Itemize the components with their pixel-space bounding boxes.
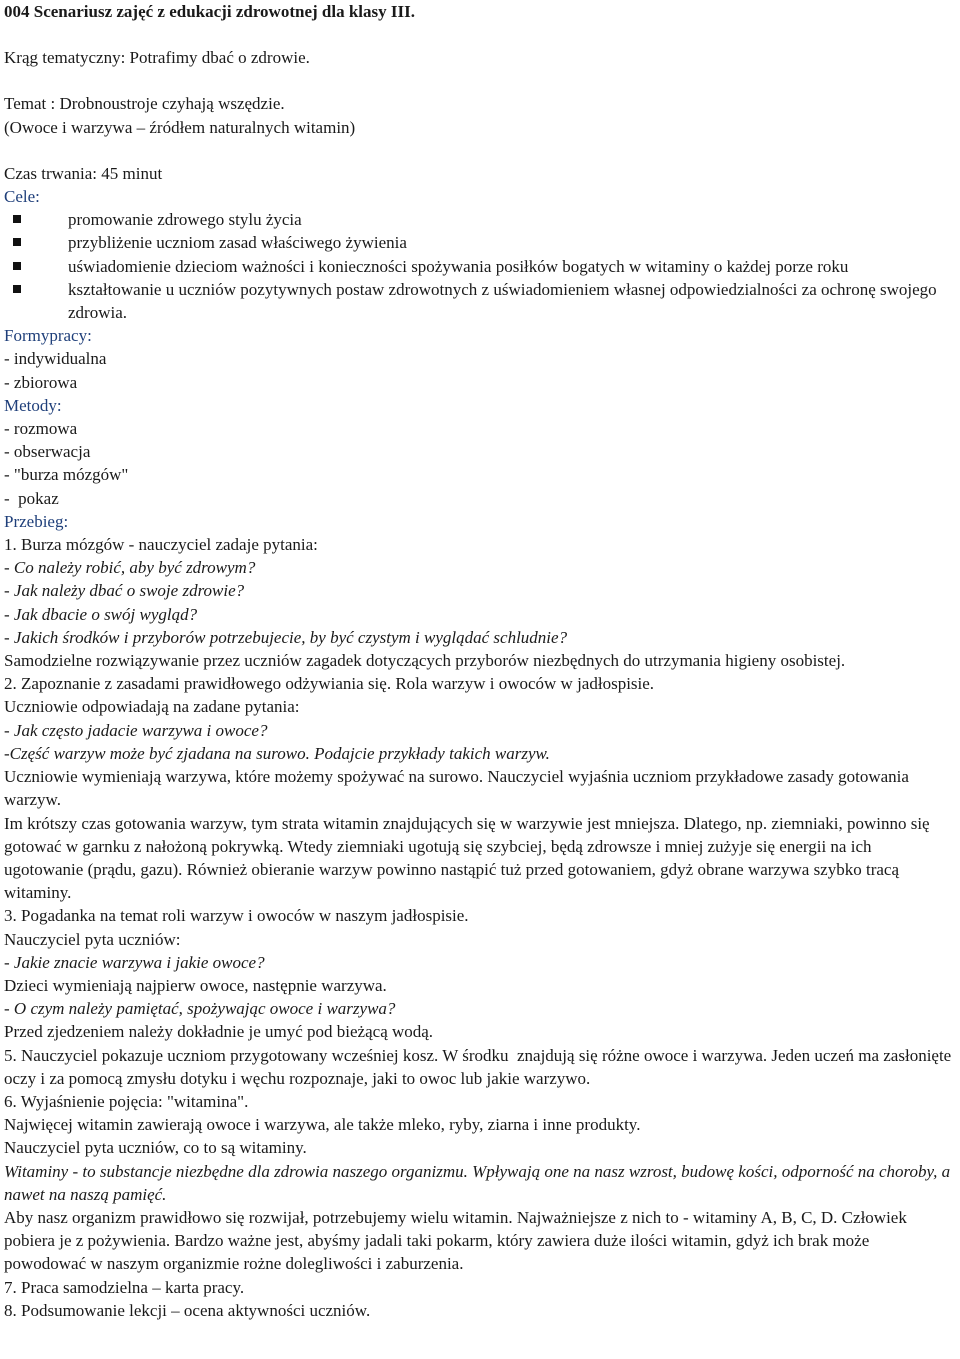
- step-8: 8. Podsumowanie lekcji – ocena aktywności uczniów.: [4, 1300, 371, 1320]
- goal-text: uświadomienie dzieciom ważności i konieczności spożywania posiłków bogatych w witaminy o każdej porze roku: [68, 256, 849, 276]
- step-2-intro: Uczniowie odpowiadają na zadane pytania:: [4, 697, 300, 717]
- theme-circle: Krąg tematyczny: Potrafimy dbać o zdrowie.: [4, 48, 310, 68]
- form-item: - indywidualna: [4, 349, 107, 369]
- list-item: [68, 231, 955, 254]
- goal-text: kształtowanie u uczniów pozytywnych postaw zdrowotnych z uświadomieniem własnej odpowiedzialności za ochronę swojego zdrowia.: [68, 279, 937, 323]
- method-item: - rozmowa: [4, 419, 78, 439]
- forms-heading: Formypracy:: [4, 326, 92, 346]
- step-5-paragraph: 5. Nauczyciel pokazuje uczniom przygotowany wcześniej kosz. W środku znajdują się różne owoce i warzywa. Jeden uczeń ma zasłonięte oczy i za pomocą zmysłu dotyku i węchu rozpoznaje, jaki to owoc lub jakie warzywo.: [4, 1045, 956, 1088]
- list-item: [68, 255, 955, 278]
- step-2-question: -Część warzyw może być zjadana na surowo. Podajcie przykłady takich warzyw.: [4, 743, 550, 763]
- step-3-title: 3. Pogadanka na temat roli warzyw i owoców w naszym jadłospisie.: [4, 906, 469, 926]
- goals-list: [4, 208, 955, 324]
- step-1-question: - Jak dbacie o swój wygląd?: [4, 604, 198, 624]
- step-3-answer: Przed zjedzeniem należy dokładnie je umyć pod bieżącą wodą.: [4, 1022, 434, 1042]
- square-bullet-icon: [13, 262, 21, 270]
- step-1-question: - Jakich środków i przyborów potrzebujecie, by być czystym i wyglądać schludnie?: [4, 627, 568, 647]
- step-2-title: 2. Zapoznanie z zasadami prawidłowego odżywiania się. Rola warzyw i owoców w jadłospisie.: [4, 674, 655, 694]
- list-item: [68, 208, 955, 231]
- step-2-paragraph: Uczniowie wymieniają warzywa, które możemy spożywać na surowo. Nauczyciel wyjaśnia uczniom przykładowe zasady gotowania warzyw.: [4, 767, 914, 810]
- goal-text: przybliżenie uczniom zasad właściwego żywienia: [68, 233, 407, 253]
- step-2-question: - Jak często jadacie warzywa i owoce?: [4, 720, 268, 740]
- step-1-question: - Jak należy dbać o swoje zdrowie?: [4, 581, 245, 601]
- vitamin-definition: Witaminy - to substancje niezbędne dla zdrowia naszego organizmu. Wpływają one na nasz wzrost, budowę kości, odporność na choroby, a nawet na naszą pamięć.: [4, 1161, 955, 1204]
- step-1-text: Samodzielne rozwiązywanie przez uczniów zagadek dotyczących przyborów niezbędnych do utrzymania higieny osobistej.: [4, 651, 846, 671]
- step-3-intro: Nauczyciel pyta uczniów:: [4, 929, 181, 949]
- step-1-title: 1. Burza mózgów - nauczyciel zadaje pytania:: [4, 535, 318, 555]
- lesson-topic: Temat : Drobnoustroje czyhają wszędzie.: [4, 94, 285, 114]
- square-bullet-icon: [13, 238, 21, 246]
- spacer: [4, 23, 955, 46]
- square-bullet-icon: [13, 215, 21, 223]
- step-3-question: - Jakie znacie warzywa i jakie owoce?: [4, 952, 265, 972]
- step-7: 7. Praca samodzielna – karta pracy.: [4, 1277, 245, 1297]
- step-6-title: 6. Wyjaśnienie pojęcia: "witamina".: [4, 1091, 249, 1111]
- step-6-paragraph: Nauczyciel pyta uczniów, co to są witaminy.: [4, 1138, 307, 1158]
- step-3-question: - O czym należy pamiętać, spożywając owoce i warzywa?: [4, 999, 396, 1019]
- step-6-paragraph: Najwięcej witamin zawierają owoce i warzywa, ale także mleko, ryby, ziarna i inne produkty.: [4, 1115, 641, 1135]
- square-bullet-icon: [13, 285, 21, 293]
- method-item: - "burza mózgów": [4, 465, 129, 485]
- step-3-answer: Dzieci wymieniają najpierw owoce, następnie warzywa.: [4, 975, 387, 995]
- document-title: 004 Scenariusz zajęć z edukacji zdrowotnej dla klasy III.: [4, 2, 415, 21]
- step-6-paragraph: Aby nasz organizm prawidłowo się rozwijał, potrzebujemy wielu witamin. Najważniejsze z nich to - witaminy A, B, C, D. Człowiek pobiera je z pożywienia. Bardzo ważne jest, abyśmy jadali taki pokarm, który zawiera duże ilości witamin, gdyż ich brak może powodować w naszym organizmie rożne dolegliwości i zaburzenia.: [4, 1207, 912, 1274]
- method-item: - obserwacja: [4, 442, 91, 462]
- step-2-paragraph: Im krótszy czas gotowania warzyw, tym strata witamin znajdujących się w warzywie jest mniejsza. Dlatego, np. ziemniaki, powinno się gotować w garnku z nałożoną pokrywką. Wtedy ziemniaki ugotują się szybciej, będą zdrowsze i mniej zużyje się energii na ich ugotowanie (prądu, gazu). Również obieranie warzyw powinno nastąpić tuż przed gotowaniem, gdyż obrane warzywa szybko tracą witaminy.: [4, 813, 934, 903]
- spacer: [4, 139, 955, 162]
- method-item: - pokaz: [4, 488, 59, 508]
- lesson-duration: Czas trwania: 45 minut: [4, 163, 163, 183]
- list-item: [68, 278, 955, 324]
- course-heading: Przebieg:: [4, 511, 69, 531]
- goal-text: promowanie zdrowego stylu życia: [68, 210, 302, 230]
- goals-heading: Cele:: [4, 187, 40, 207]
- methods-heading: Metody:: [4, 395, 62, 415]
- spacer: [4, 69, 955, 92]
- step-1-question: - Co należy robić, aby być zdrowym?: [4, 558, 256, 578]
- form-item: - zbiorowa: [4, 372, 78, 392]
- lesson-subtopic: (Owoce i warzywa – źródłem naturalnych witamin): [4, 117, 356, 137]
